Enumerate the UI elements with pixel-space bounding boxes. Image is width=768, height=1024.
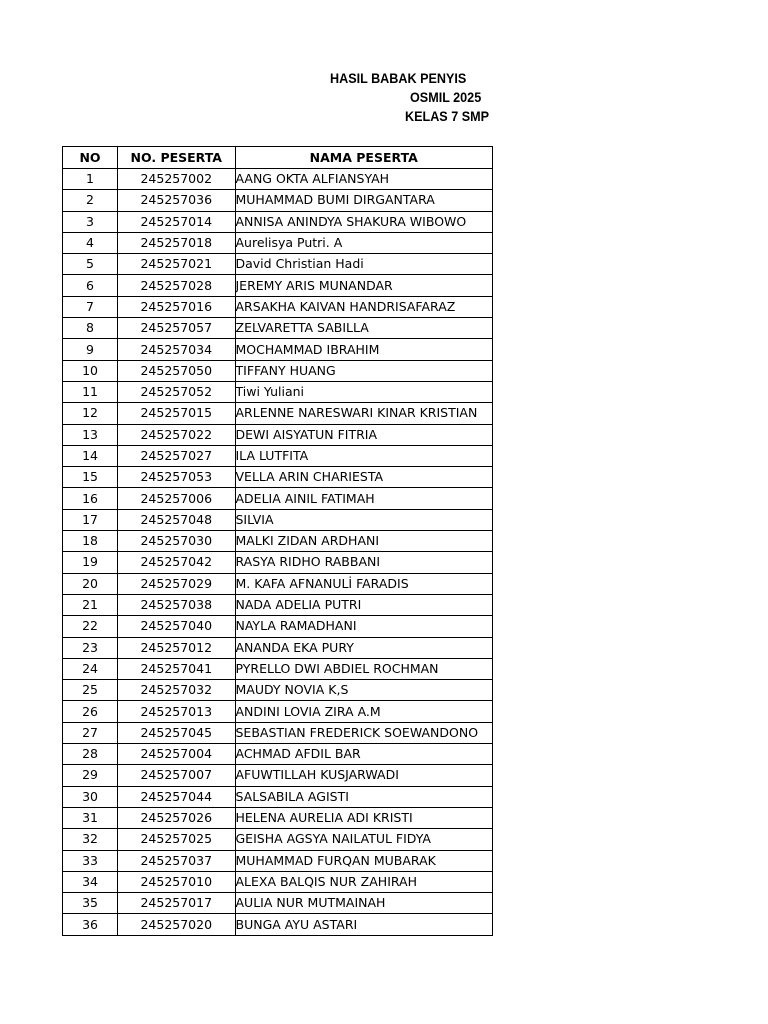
participant-number-cell: 245257041 <box>118 658 235 679</box>
participant-number-cell: 245257020 <box>118 914 235 935</box>
participant-name-cell: ANANDA EKA PURY <box>235 637 493 658</box>
participant-name-cell: MUHAMMAD BUMI DIRGANTARA <box>235 190 493 211</box>
participant-name-cell: ARLENNE NARESWARI KINAR KRISTIAN <box>235 403 493 424</box>
participant-number-cell: 245257028 <box>118 275 235 296</box>
participant-number-cell: 245257053 <box>118 467 235 488</box>
table-row <box>63 786 493 807</box>
row-number-cell: 26 <box>63 701 118 722</box>
participant-number-cell: 245257006 <box>118 488 235 509</box>
participant-number-cell: 245257032 <box>118 680 235 701</box>
row-number-cell: 20 <box>63 573 118 594</box>
participant-name-cell: AULIA NUR MUTMAINAH <box>235 893 493 914</box>
participant-number-cell: 245257038 <box>118 594 235 615</box>
table-row <box>63 360 493 381</box>
table-row <box>63 594 493 615</box>
participant-number-cell: 245257040 <box>118 616 235 637</box>
participant-number-cell: 245257021 <box>118 254 235 275</box>
participant-name-cell: SALSABILA AGISTI <box>235 786 493 807</box>
table-row <box>63 488 493 509</box>
participant-name-cell: DEWI AISYATUN FITRIA <box>235 424 493 445</box>
table-row <box>63 531 493 552</box>
table-row <box>63 445 493 466</box>
table-row <box>63 658 493 679</box>
row-number-cell: 1 <box>63 169 118 190</box>
row-number-cell: 16 <box>63 488 118 509</box>
participant-number-cell: 245257036 <box>118 190 235 211</box>
column-header-no: NO <box>63 147 118 169</box>
row-number-cell: 24 <box>63 658 118 679</box>
table-row <box>63 296 493 317</box>
table-row <box>63 914 493 935</box>
participant-number-cell: 245257030 <box>118 531 235 552</box>
column-header-participant-name: NAMA PESERTA <box>235 147 493 169</box>
table-row <box>63 552 493 573</box>
participants-table <box>62 146 493 936</box>
table-row <box>63 403 493 424</box>
row-number-cell: 31 <box>63 807 118 828</box>
participant-number-cell: 245257018 <box>118 232 235 253</box>
row-number-cell: 9 <box>63 339 118 360</box>
participant-name-cell: ARSAKHA KAIVAN HANDRISAFARAZ <box>235 296 493 317</box>
participant-name-cell: TIFFANY HUANG <box>235 360 493 381</box>
participant-name-cell: BUNGA AYU ASTARI <box>235 914 493 935</box>
row-number-cell: 18 <box>63 531 118 552</box>
participant-number-cell: 245257014 <box>118 211 235 232</box>
participant-number-cell: 245257042 <box>118 552 235 573</box>
table-header-row <box>63 147 493 169</box>
table-row <box>63 722 493 743</box>
participant-number-cell: 245257048 <box>118 509 235 530</box>
table-row <box>63 573 493 594</box>
row-number-cell: 3 <box>63 211 118 232</box>
table-row <box>63 169 493 190</box>
participant-number-cell: 245257050 <box>118 360 235 381</box>
table-row <box>63 893 493 914</box>
participant-number-cell: 245257012 <box>118 637 235 658</box>
participant-number-cell: 245257044 <box>118 786 235 807</box>
participant-number-cell: 245257010 <box>118 871 235 892</box>
participant-name-cell: RASYA RIDHO RABBANI <box>235 552 493 573</box>
row-number-cell: 29 <box>63 765 118 786</box>
participant-number-cell: 245257022 <box>118 424 235 445</box>
table-row <box>63 254 493 275</box>
row-number-cell: 34 <box>63 871 118 892</box>
participant-name-cell: SEBASTIAN FREDERICK SOEWANDONO <box>235 722 493 743</box>
row-number-cell: 6 <box>63 275 118 296</box>
participant-number-cell: 245257052 <box>118 381 235 402</box>
participant-number-cell: 245257016 <box>118 296 235 317</box>
participant-number-cell: 245257034 <box>118 339 235 360</box>
participant-number-cell: 245257002 <box>118 169 235 190</box>
participant-name-cell: ANNISA ANINDYA SHAKURA WIBOWO <box>235 211 493 232</box>
class-title: KELAS 7 SMP <box>405 108 490 124</box>
row-number-cell: 14 <box>63 445 118 466</box>
participant-number-cell: 245257017 <box>118 893 235 914</box>
table-row <box>63 339 493 360</box>
row-number-cell: 12 <box>63 403 118 424</box>
row-number-cell: 23 <box>63 637 118 658</box>
row-number-cell: 13 <box>63 424 118 445</box>
table-row <box>63 232 493 253</box>
row-number-cell: 7 <box>63 296 118 317</box>
row-number-cell: 22 <box>63 616 118 637</box>
participant-number-cell: 245257007 <box>118 765 235 786</box>
participant-name-cell: MOCHAMMAD IBRAHIM <box>235 339 493 360</box>
row-number-cell: 36 <box>63 914 118 935</box>
table-row <box>63 871 493 892</box>
participant-name-cell: Tiwi Yuliani <box>235 381 493 402</box>
participant-name-cell: NADA ADELIA PUTRI <box>235 594 493 615</box>
row-number-cell: 21 <box>63 594 118 615</box>
participant-name-cell: MALKI ZIDAN ARDHANI <box>235 531 493 552</box>
row-number-cell: 4 <box>63 232 118 253</box>
row-number-cell: 33 <box>63 850 118 871</box>
row-number-cell: 11 <box>63 381 118 402</box>
table-row <box>63 616 493 637</box>
participant-number-cell: 245257026 <box>118 807 235 828</box>
participant-number-cell: 245257025 <box>118 829 235 850</box>
table-row <box>63 701 493 722</box>
participant-number-cell: 245257015 <box>118 403 235 424</box>
row-number-cell: 10 <box>63 360 118 381</box>
table-row <box>63 829 493 850</box>
participant-name-cell: HELENA AURELIA ADI KRISTI <box>235 807 493 828</box>
document-title: HASIL BABAK PENYIS <box>330 70 467 86</box>
participant-name-cell: Aurelisya Putri. A <box>235 232 493 253</box>
table-row <box>63 424 493 445</box>
table-row <box>63 680 493 701</box>
table-row <box>63 509 493 530</box>
row-number-cell: 8 <box>63 318 118 339</box>
table-row <box>63 381 493 402</box>
row-number-cell: 30 <box>63 786 118 807</box>
participant-name-cell: SILVIA <box>235 509 493 530</box>
row-number-cell: 5 <box>63 254 118 275</box>
participant-name-cell: ZELVARETTA SABILLA <box>235 318 493 339</box>
participant-name-cell: NAYLA RAMADHANI <box>235 616 493 637</box>
table-body <box>63 169 493 936</box>
participant-name-cell: MAUDY NOVIA K,S <box>235 680 493 701</box>
participant-name-cell: GEISHA AGSYA NAILATUL FIDYA <box>235 829 493 850</box>
table-row <box>63 765 493 786</box>
table-row <box>63 467 493 488</box>
table-row <box>63 211 493 232</box>
table-row <box>63 190 493 211</box>
participant-number-cell: 245257045 <box>118 722 235 743</box>
row-number-cell: 2 <box>63 190 118 211</box>
event-title: OSMIL 2025 <box>410 89 482 105</box>
participant-name-cell: M. KAFA AFNANULİ FARADIS <box>235 573 493 594</box>
participant-name-cell: David Christian Hadi <box>235 254 493 275</box>
participant-name-cell: AFUWTILLAH KUSJARWADI <box>235 765 493 786</box>
participant-number-cell: 245257027 <box>118 445 235 466</box>
participant-number-cell: 245257057 <box>118 318 235 339</box>
participant-name-cell: ILA LUTFITA <box>235 445 493 466</box>
participant-name-cell: AANG OKTA ALFIANSYAH <box>235 169 493 190</box>
row-number-cell: 32 <box>63 829 118 850</box>
row-number-cell: 15 <box>63 467 118 488</box>
participant-name-cell: PYRELLO DWI ABDIEL ROCHMAN <box>235 658 493 679</box>
table-row <box>63 318 493 339</box>
participant-name-cell: ADELIA AINIL FATIMAH <box>235 488 493 509</box>
participant-name-cell: JEREMY ARIS MUNANDAR <box>235 275 493 296</box>
row-number-cell: 19 <box>63 552 118 573</box>
participant-number-cell: 245257029 <box>118 573 235 594</box>
participant-name-cell: VELLA ARIN CHARIESTA <box>235 467 493 488</box>
row-number-cell: 17 <box>63 509 118 530</box>
row-number-cell: 25 <box>63 680 118 701</box>
participant-name-cell: ANDINI LOVIA ZIRA A.M <box>235 701 493 722</box>
row-number-cell: 28 <box>63 744 118 765</box>
table-row <box>63 275 493 296</box>
table-row <box>63 807 493 828</box>
table-row <box>63 850 493 871</box>
participant-name-cell: ACHMAD AFDIL BAR <box>235 744 493 765</box>
table-row <box>63 637 493 658</box>
row-number-cell: 35 <box>63 893 118 914</box>
column-header-participant-number: NO. PESERTA <box>118 147 235 169</box>
participant-number-cell: 245257013 <box>118 701 235 722</box>
table-row <box>63 744 493 765</box>
participant-name-cell: ALEXA BALQIS NUR ZAHIRAH <box>235 871 493 892</box>
row-number-cell: 27 <box>63 722 118 743</box>
participant-number-cell: 245257037 <box>118 850 235 871</box>
participant-name-cell: MUHAMMAD FURQAN MUBARAK <box>235 850 493 871</box>
participant-number-cell: 245257004 <box>118 744 235 765</box>
